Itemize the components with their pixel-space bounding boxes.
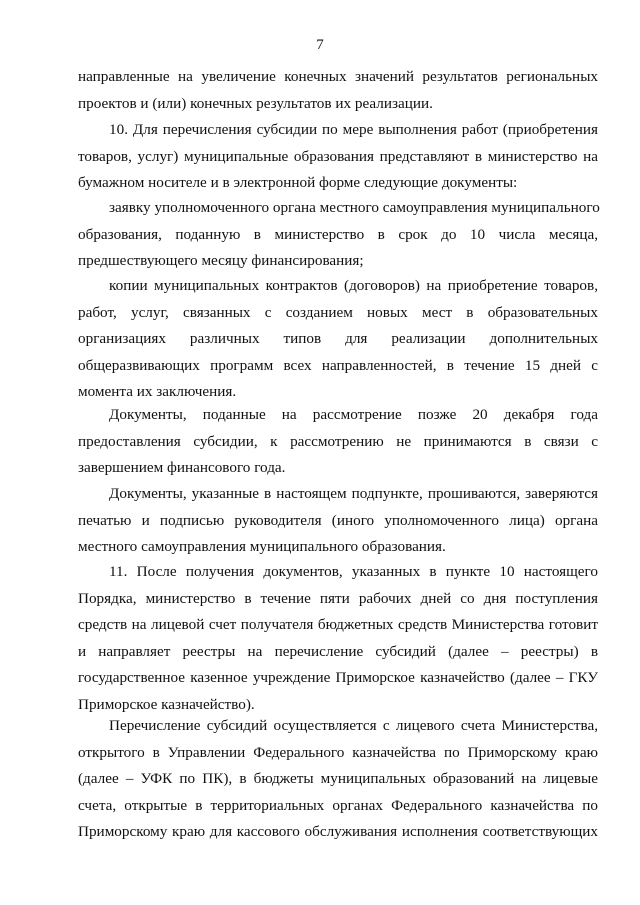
paragraph [78,402,598,482]
text-line: (далее – УФК по ПК), в бюджеты муниципальных образований на лицевые [78,770,598,787]
text-line: заявку уполномоченного органа местного самоуправления муниципального [109,199,600,216]
text-line: копии муниципальных контрактов (договоров) на приобретение товаров, [109,277,598,294]
paragraph [78,64,598,117]
paragraph [78,713,598,846]
page-number: 7 [316,37,324,53]
paragraph [78,273,598,406]
text-line: Порядка, министерство в течение пяти рабочих дней со дня поступления [78,589,598,607]
paragraph [78,559,598,718]
paragraph [78,481,598,561]
text-line: государственное казенное учреждение Приморское казначейство (далее – ГКУ [78,669,598,686]
text-line: момента их заключения. [78,383,237,400]
text-line: средств на лицевой счет получателя бюджетных средств Министерства готовит [78,616,598,633]
text-line: Документы, указанные в настоящем подпункте, прошиваются, заверяются [109,485,598,502]
text-line: Приморскому краю для кассового обслуживания исполнения соответствующих [78,823,598,840]
text-line: работ, услуг, связанных с созданием новых мест в образовательных [78,303,598,321]
paragraph [78,117,598,197]
text-line: и направляет реестры на перечисление субсидий (далее – реестры) в [78,642,598,660]
text-line: Приморское казначейство). [78,695,255,713]
text-line: 11. После получения документов, указанных в пункте 10 настоящего [109,563,598,580]
text-line: организациях различных типов для реализации дополнительных [78,330,598,347]
text-line: проектов и (или) конечных результатов их реализации. [78,94,433,112]
text-line: предшествующего месяцу финансирования; [78,252,364,269]
text-line: печатью и подписью руководителя (иного уполномоченного лица) органа [78,511,598,529]
text-line: открытого в Управлении Федерального казначейства по Приморскому краю [78,743,598,761]
text-line: местного самоуправления муниципального образования. [78,538,446,555]
text-line: Перечисление субсидий осуществляется с лицевого счета Министерства, [109,717,598,734]
text-line: направленные на увеличение конечных значений результатов региональных [78,68,598,85]
text-line: счета, открытые в территориальных органах Федерального казначейства по [78,796,598,814]
text-line: общеразвивающих программ всех направленностей, в течение 15 дней с [78,356,598,374]
text-line: образования, поданную в министерство в срок до 10 числа месяца, [78,225,598,243]
text-line: бумажном носителе и в электронной форме следующие документы: [78,174,518,191]
paragraph [78,195,598,275]
text-line: товаров, услуг) муниципальные образования представляют в министерство на [78,147,598,165]
text-line: 10. Для перечисления субсидии по мере выполнения работ (приобретения [109,121,598,138]
text-line: завершением финансового года. [78,459,286,476]
text-line: предоставления субсидии, к рассмотрению не принимаются в связи с [78,432,598,450]
text-line: Документы, поданные на рассмотрение позже 20 декабря года [109,406,598,423]
